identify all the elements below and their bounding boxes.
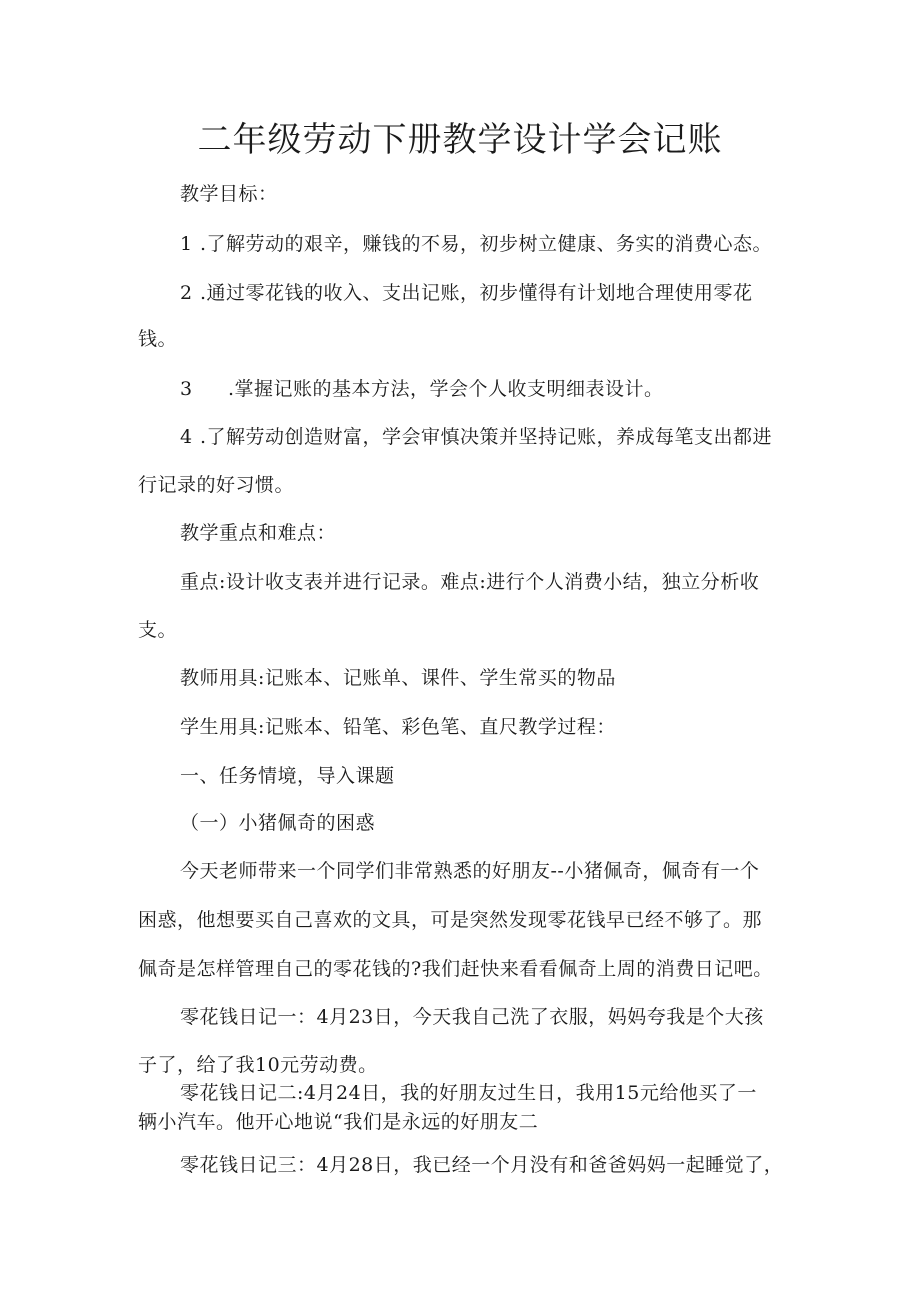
- objective-4: [180, 424, 772, 450]
- teacher-materials: 教师用具:记账本、记账单、课件、学生常买的物品: [180, 667, 616, 689]
- objective-text: .通过零花钱的收入、支出记账，初步懂得有计划地合理使用零花: [200, 282, 753, 304]
- section-heading-key-points: 教学重点和难点：: [180, 522, 337, 544]
- objective-1: [180, 231, 772, 257]
- list-number: 3: [180, 378, 193, 400]
- key-points-continued: 支。: [138, 619, 178, 641]
- subsection-heading-peppa: （一）小猪佩奇的困惑: [180, 812, 376, 834]
- diary-entry-2-continued: 辆小汽车。他开心地说“我们是永远的好朋友二: [138, 1111, 539, 1133]
- story-paragraph-line-1: 今天老师带来一个同学们非常熟悉的好朋友--小猪佩奇，佩奇有一个: [180, 860, 760, 882]
- diary-entry-1-continued: 子了，给了我10元劳动费。: [138, 1054, 378, 1076]
- objective-3: [180, 376, 664, 402]
- objective-text: .了解劳动创造财富，学会审慎决策并坚持记账，养成每笔支出都进: [200, 426, 773, 448]
- student-materials: 学生用具:记账本、铅笔、彩色笔、直尺教学过程：: [180, 716, 616, 738]
- objective-2-continued: 钱。: [138, 328, 178, 350]
- document-title: 二年级劳动下册教学设计学会记账: [197, 120, 723, 160]
- list-number: 1: [180, 233, 193, 255]
- list-number: 2: [180, 282, 193, 304]
- objective-text: .掌握记账的基本方法，学会个人收支明细表设计。: [228, 378, 664, 400]
- diary-entry-3: 零花钱日记三：4月28日，我已经一个月没有和爸爸妈妈一起睡觉了，: [180, 1154, 784, 1176]
- section-heading-objectives: 教学目标：: [180, 183, 278, 205]
- story-paragraph-line-3: 佩奇是怎样管理自己的零花钱的?我们赶快来看看佩奇上周的消费日记吧。: [138, 958, 773, 980]
- diary-entry-1: 零花钱日记一：4月23日，今天我自己洗了衣服，妈妈夸我是个大孩: [180, 1006, 764, 1028]
- story-paragraph-line-2: 困惑，他想要买自己喜欢的文具，可是突然发现零花钱早已经不够了。那: [138, 909, 763, 931]
- objective-2: [180, 280, 753, 306]
- key-points-paragraph: 重点:设计收支表并进行记录。难点:进行个人消费小结，独立分析收: [180, 571, 760, 593]
- objective-4-continued: 行记录的好习惯。: [138, 474, 295, 496]
- section-heading-task: 一、任务情境，导入课题: [180, 765, 395, 787]
- diary-entry-2: 零花钱日记二:4月24日，我的好朋友过生日，我用15元给他买了一: [180, 1082, 757, 1104]
- objective-text: .了解劳动的艰辛，赚钱的不易，初步树立健康、务实的消费心态。: [200, 233, 773, 255]
- list-number: 4: [180, 426, 193, 448]
